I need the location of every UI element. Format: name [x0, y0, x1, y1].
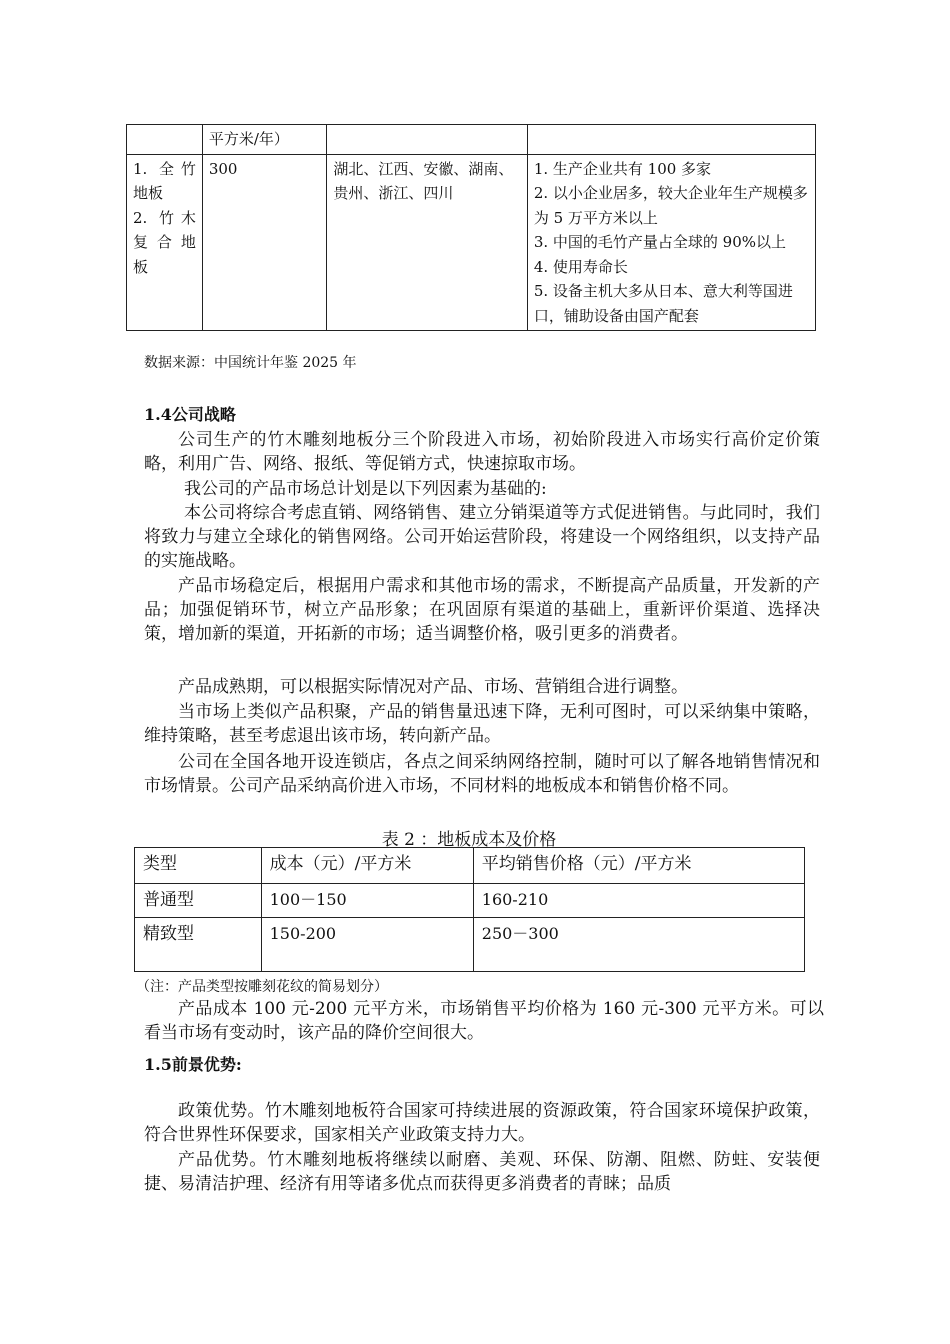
paragraph: 产品市场稳定后，根据用户需求和其他市场的需求，不断提高产品质量，开发新的产品；加强促销环节，树立产品形象；在巩固原有渠道的基础上，重新评价渠道、选择决策，增加新的渠道，开拓新的市场；适当调整价格，吸引更多的消费者。: [144, 576, 820, 645]
note-line: 5. 设备主机大多从日本、意大利等国进口，铺助设备由国产配套: [533, 282, 793, 325]
paragraph: 公司在全国各地开设连锁店，各点之间采纳网络控制，随时可以了解各地销售情况和市场情景。公司产品采纳高价进入市场，不同材料的地板成本和销售价格不同。: [144, 752, 820, 797]
table-row: [127, 154, 816, 331]
product-type-cell: [127, 154, 203, 331]
capacity-unit-cell: 平方米/年）: [202, 125, 327, 155]
product-line: 1. 全竹: [133, 159, 196, 178]
data-source-note: 数据来源：中国统计年鉴 2025 年: [144, 355, 357, 371]
capacity-cell: 300: [202, 154, 327, 331]
table-note: （注：产品类型按雕刻花纹的简易划分）: [136, 979, 388, 995]
column-header: 平均销售价格（元）/平方米: [473, 848, 804, 884]
section-heading: 1.5前景优势:: [144, 1055, 242, 1074]
table-header-row: [135, 848, 805, 884]
table-cell: 100－150: [261, 884, 473, 918]
note-line: 2. 以小企业居多，较大企业年生产规模多为 5 万平方米以上: [533, 184, 808, 227]
bamboo-industry-table: [126, 124, 816, 331]
table-row: [135, 884, 805, 918]
note-line: 3. 中国的毛竹产量占全球的 90%以上: [533, 233, 787, 251]
paragraph: 产品成熟期，可以根据实际情况对产品、市场、营销组合进行调整。: [178, 677, 688, 697]
regions-cell: 湖北、江西、安徽、湖南、贵州、浙江、四川: [327, 154, 527, 331]
product-line: 板: [133, 257, 149, 276]
paragraph: 公司生产的竹木雕刻地板分三个阶段进入市场，初始阶段进入市场实行高价定价策略，利用广告、网络、报纸、等促销方式，快速掠取市场。: [144, 430, 820, 475]
table-cell: 150-200: [261, 918, 473, 972]
note-line: 1. 生产企业共有 100 多家: [533, 159, 712, 178]
floor-cost-price-table: [134, 847, 805, 972]
table-cell: 160-210: [473, 884, 804, 918]
table-row: [135, 918, 805, 972]
paragraph: 产品成本 100 元-200 元平方米，市场销售平均价格为 160 元-300 元平方米。可以看当市场有变动时，该产品的降价空间很大。: [144, 999, 824, 1044]
column-header: 类型: [135, 848, 262, 884]
note-line: 4. 使用寿命长: [533, 257, 628, 276]
table-caption: 表 2 ：地板成本及价格: [381, 830, 557, 850]
paragraph: 本公司将综合考虑直销、网络销售、建立分销渠道等方式促进销售。与此同时，我们将致力与建立全球化的销售网络。公司开始运营阶段，将建设一个网络组织，以支持产品的实施战略。: [144, 503, 820, 572]
column-header: 成本（元）/平方米: [261, 848, 473, 884]
product-line: 地板: [133, 184, 164, 202]
section-heading: 1.4公司战略: [144, 405, 236, 424]
table-cell: 250－300: [473, 918, 804, 972]
product-line: 2. 竹木: [133, 208, 196, 227]
table-row: [127, 125, 816, 155]
paragraph: 政策优势。竹木雕刻地板符合国家可持续进展的资源政策，符合国家环境保护政策，符合世界性环保要求，国家相关产业政策支持力大。: [144, 1101, 820, 1146]
paragraph: 产品优势。竹木雕刻地板将继续以耐磨、美观、环保、防潮、阻燃、防蛀、安装便捷、易清洁护理、经济有用等诸多优点而获得更多消费者的青睐；品质: [144, 1150, 820, 1195]
table-cell: [527, 125, 815, 155]
table-cell: [127, 125, 203, 155]
table-cell: [327, 125, 527, 155]
paragraph: 我公司的产品市场总计划是以下列因素为基础的:: [184, 479, 547, 499]
notes-cell: [527, 154, 815, 331]
table-cell: 精致型: [135, 918, 262, 972]
paragraph: 当市场上类似产品积聚，产品的销售量迅速下降，无利可图时，可以采纳集中策略，维持策略，甚至考虑退出该市场，转向新产品。: [144, 702, 820, 747]
table-cell: 普通型: [135, 884, 262, 918]
product-line: 复合地: [133, 233, 196, 251]
